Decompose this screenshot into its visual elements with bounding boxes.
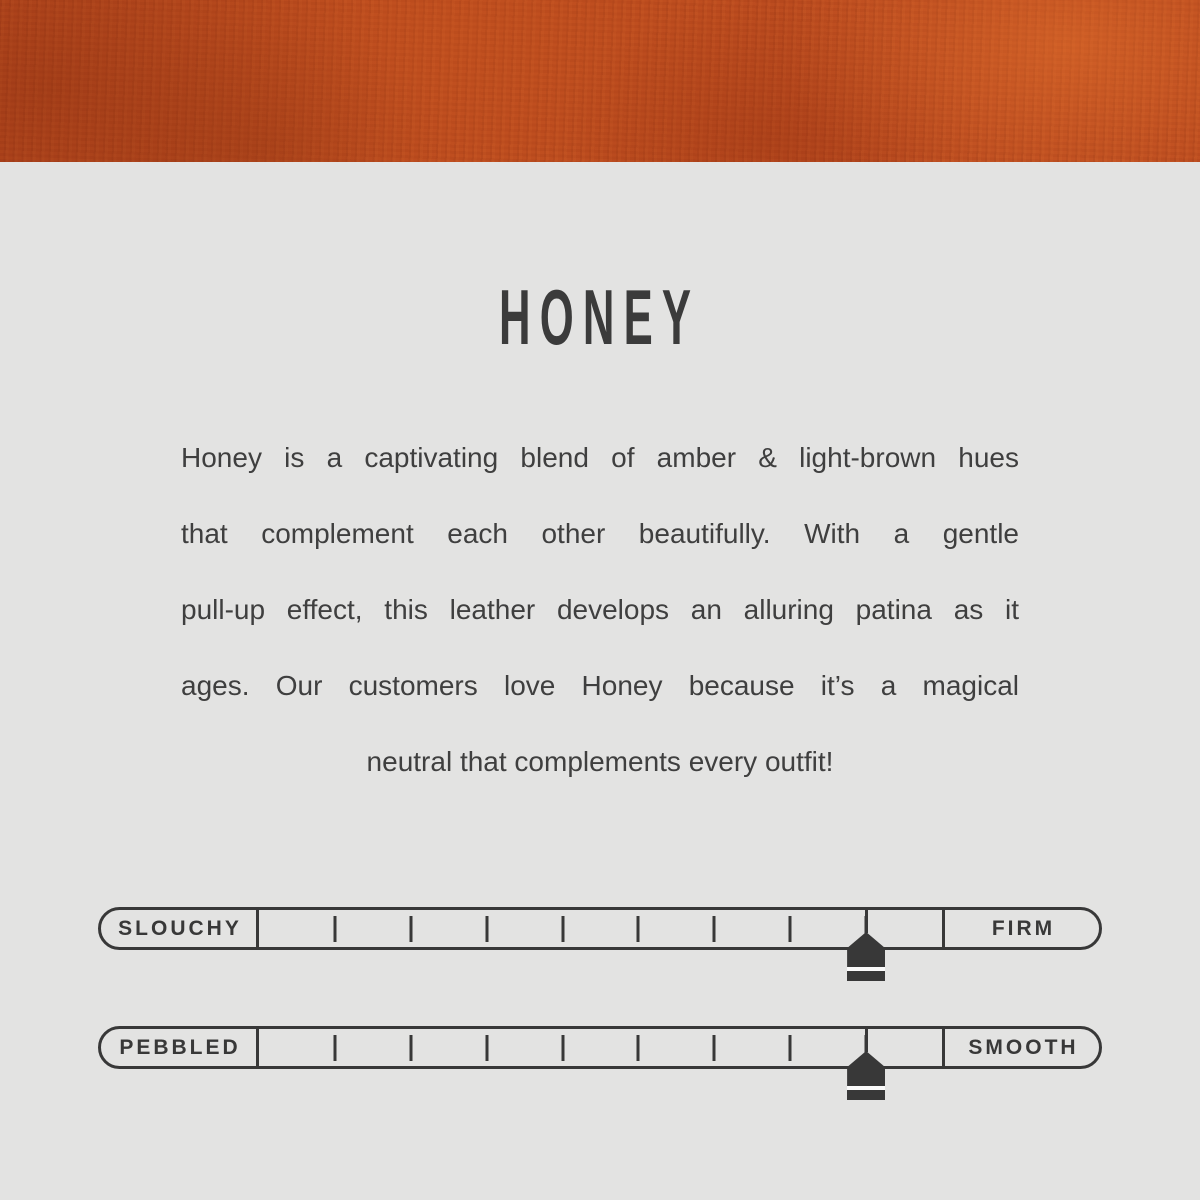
tick-mark bbox=[561, 1035, 564, 1061]
description-line: pull-up effect, this leather develops an alluring patina as it bbox=[181, 594, 1019, 625]
tick-mark bbox=[333, 916, 336, 942]
marker-arrow-icon bbox=[847, 1051, 885, 1086]
tick-mark bbox=[485, 916, 488, 942]
tick-mark bbox=[789, 1035, 792, 1061]
tick-mark bbox=[409, 916, 412, 942]
marker-arrow-icon bbox=[847, 932, 885, 967]
description-line-last: neutral that complements every outfit! bbox=[366, 746, 834, 777]
tick-mark bbox=[637, 1035, 640, 1061]
marker-foot bbox=[847, 971, 885, 981]
slider-right-label: SMOOTH bbox=[968, 1035, 1079, 1059]
tick-mark bbox=[485, 1035, 488, 1061]
description-line: that complement each other beautifully. With a gentle bbox=[181, 518, 1019, 549]
description-line: ages. Our customers love Honey because it’s a magical bbox=[181, 670, 1019, 701]
leather-swatch-banner bbox=[0, 0, 1200, 162]
tick-mark bbox=[409, 1035, 412, 1061]
tick-mark bbox=[561, 916, 564, 942]
tick-mark bbox=[789, 916, 792, 942]
slider-track bbox=[259, 1029, 942, 1066]
tick-mark bbox=[333, 1035, 336, 1061]
description-line: Honey is a captivating blend of amber & light-brown hues bbox=[181, 442, 1019, 473]
slider-marker bbox=[847, 910, 885, 981]
tick-mark bbox=[713, 916, 716, 942]
slider-marker bbox=[847, 1029, 885, 1100]
slider-track bbox=[259, 910, 942, 947]
marker-stem bbox=[865, 910, 868, 933]
marker-foot bbox=[847, 1090, 885, 1100]
slider-left-label-cell bbox=[101, 910, 259, 947]
slider-left-label: SLOUCHY bbox=[118, 916, 242, 940]
slider-left-label-cell bbox=[101, 1029, 259, 1066]
color-name-title bbox=[0, 273, 1200, 361]
slider-pebbled-smooth bbox=[98, 1026, 1102, 1069]
color-description bbox=[181, 420, 1019, 800]
tick-mark bbox=[637, 916, 640, 942]
marker-stem bbox=[865, 1029, 868, 1052]
slider-slouchy-firm bbox=[98, 907, 1102, 950]
slider-right-label: FIRM bbox=[991, 916, 1056, 940]
slider-right-label-cell bbox=[942, 1029, 1099, 1066]
slider-right-label-cell bbox=[942, 910, 1099, 947]
slider-left-label: PEBBLED bbox=[119, 1035, 241, 1059]
color-name-text: HONEY bbox=[499, 273, 701, 361]
tick-mark bbox=[713, 1035, 716, 1061]
